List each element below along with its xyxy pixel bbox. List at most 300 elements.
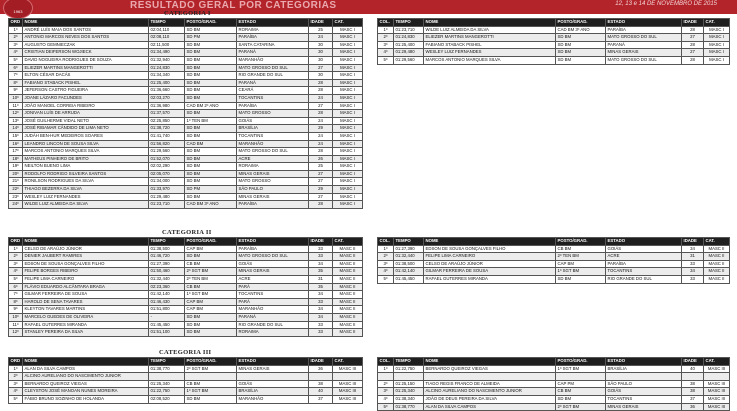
table-cell: RODOLFO RODRIGO SILVEIRA SANTOS (23, 170, 149, 178)
table-cell: 01:24,830 (149, 64, 185, 72)
ranking-table-cat1 (377, 18, 730, 65)
table-cell: SD BM (556, 41, 606, 49)
table-cell: 1º SGT BM (556, 365, 606, 373)
table-row (9, 132, 363, 140)
table-cell: 1º (9, 245, 23, 253)
table-cell: SD BM (185, 193, 237, 201)
table-cell: PARAÍBA (237, 201, 309, 209)
table-cell: SD BM (185, 94, 237, 102)
table-row (378, 260, 730, 268)
table-cell: 01:34,000 (149, 178, 185, 186)
table-cell: JOANE LÁZARO FACUNDES (23, 94, 149, 102)
table-cell: KLEYTON TAVARES MARTINS (23, 306, 149, 314)
table-cell: PARANÁ (237, 313, 309, 321)
table-cell: JOÃO MANOEL CORREIA RIBEIRO (23, 102, 149, 110)
table-cell: 36 (309, 365, 333, 373)
table-cell: 30 (309, 56, 333, 64)
table-row (378, 49, 730, 57)
table-cell: 01:38,500 (394, 260, 424, 268)
table-cell (185, 373, 237, 381)
table-row (9, 306, 363, 314)
table-cell: MASC II (333, 268, 363, 276)
column-header: ORD (9, 358, 23, 366)
column-header: IDADE (309, 358, 333, 366)
table-cell: MASC I (333, 155, 363, 163)
table-cell: 2º (378, 380, 394, 388)
table-cell: 30 (309, 49, 333, 57)
table-cell: MASC II (704, 268, 730, 276)
table-cell: 6º (9, 283, 23, 291)
table-cell: 02:02,290 (149, 163, 185, 171)
column-header: CAT. (704, 358, 730, 366)
table-row (9, 102, 363, 110)
table-row (9, 313, 363, 321)
table-row (9, 283, 363, 291)
table-cell: WILDE LUIZ ALMEIDA DA SILVA (23, 201, 149, 209)
ranking-table-cat3 (377, 357, 730, 411)
table-cell: - (149, 313, 185, 321)
table-cell: 5º (378, 56, 394, 64)
table-cell: 01:34,490 (149, 49, 185, 57)
table-cell: DENIER JAUBERT RAMIRES (23, 253, 149, 261)
table-cell: 33 (682, 260, 704, 268)
table-row (9, 395, 363, 403)
table-cell: BERNARDO QUEIROZ VIEGAS (23, 380, 149, 388)
table-cell: STANLEY PEREIRA DA SILVA (23, 329, 149, 337)
table-cell: 01:42,140 (149, 291, 185, 299)
table-cell: RORAIMA (237, 163, 309, 171)
table-cell: SD BM (556, 395, 606, 403)
table-cell: MASC II (704, 253, 730, 261)
table-cell: 13º (9, 117, 23, 125)
table-cell: 01:22,750 (149, 388, 185, 396)
table-row (9, 26, 363, 34)
table-cell: 2º (9, 373, 23, 381)
table-row (378, 275, 730, 283)
table-cell: ELTON CÉSAR DACÁS (23, 72, 149, 80)
table-cell: MASC I (333, 87, 363, 95)
table-cell: SD BM (185, 155, 237, 163)
table-row (9, 87, 363, 95)
table-cell: FELIPE LIMA CARNEIRO (23, 275, 149, 283)
table-cell: ALCINO AURELIANO DO NASCIMENTO JUNIOR (424, 388, 556, 396)
table-cell: SD BM (185, 313, 237, 321)
column-header: POSTO/GRAD. (185, 358, 237, 366)
table-header-row (378, 358, 730, 366)
table-cell: TOCANTINS (237, 291, 309, 299)
table-cell: 40 (682, 365, 704, 373)
table-cell: MASC III (333, 365, 363, 373)
table-cell: 01:51,100 (149, 329, 185, 337)
table-cell: 01:38,720 (149, 125, 185, 133)
table-cell: ACRE (237, 275, 309, 283)
table-row (378, 373, 730, 381)
table-cell: 01:25,150 (394, 380, 424, 388)
table-row (378, 403, 730, 411)
table-row (9, 193, 363, 201)
table-row (9, 186, 363, 194)
table-cell: MASC III (333, 380, 363, 388)
table-cell: MASC I (333, 34, 363, 42)
table-row (9, 260, 363, 268)
table-cell: 37 (682, 395, 704, 403)
table-cell: 27 (682, 49, 704, 57)
table-cell: WESLEY LUIZ FERNANDES (424, 49, 556, 57)
table-cell: ALAN DA SILVA CAMPOS (23, 365, 149, 373)
table-row (9, 329, 363, 337)
table-cell: JOSÉ GUILHERME VIDAL NETO (23, 117, 149, 125)
header-banner (0, 0, 737, 14)
table-cell: PARANÁ (606, 41, 682, 49)
table-cell: 1º (378, 26, 394, 34)
table-cell: 01:42,140 (394, 268, 424, 276)
table-cell: RONILSON RODRIGUES DA SILVA (23, 178, 149, 186)
table-cell: SD BM (185, 163, 237, 171)
table-cell: 24 (309, 117, 333, 125)
table-cell: RAFAEL GUTERRES MIRANDA (23, 321, 149, 329)
table-cell: 24 (309, 132, 333, 140)
table-cell: CAD BM (185, 140, 237, 148)
category-title-2: CATEGORIA II (162, 229, 212, 236)
table-cell: 3º (9, 41, 23, 49)
table-cell: MASC I (333, 41, 363, 49)
table-cell: FABIANO STABACK PISHEL (23, 79, 149, 87)
table-cell: 4º (378, 395, 394, 403)
table-cell: 01:38,500 (149, 245, 185, 253)
table-cell: BRASÍLIA (606, 365, 682, 373)
table-cell: MASC I (333, 178, 363, 186)
table-cell: 38 (682, 380, 704, 388)
table-row (9, 79, 363, 87)
table-cell: 11º (9, 102, 23, 110)
table-cell: 28 (309, 148, 333, 156)
table-cell: CLEYSTON JOSÉ MANOAN NUNES MOREIRA (23, 388, 149, 396)
table-cell: 14º (9, 125, 23, 133)
table-cell: 28 (682, 26, 704, 34)
table-cell: MASC I (333, 140, 363, 148)
table-cell: RIO GRANDE DO SUL (237, 321, 309, 329)
table-row (9, 201, 363, 209)
table-cell: 01:32,440 (394, 253, 424, 261)
table-cell: 01:22,750 (394, 365, 424, 373)
table-cell: 21º (9, 178, 23, 186)
table-cell: 2º (9, 253, 23, 261)
table-cell: 16º (9, 140, 23, 148)
table-cell: MASC III (333, 395, 363, 403)
table-cell: GOIÁS (606, 245, 682, 253)
table-cell: 01:33,970 (149, 186, 185, 194)
table-cell: 01:27,390 (394, 245, 424, 253)
column-header: CAT. (333, 358, 363, 366)
table-cell: 24 (309, 94, 333, 102)
emblem-year: 1963 (13, 9, 23, 14)
table-cell: 35 (309, 268, 333, 276)
table-cell: 2º SGT BM (185, 365, 237, 373)
table-cell: 01:29,560 (149, 148, 185, 156)
table-cell: 2º SGT BM (556, 403, 606, 411)
table-cell: 02:11,500 (149, 41, 185, 49)
table-cell: CB BM (185, 380, 237, 388)
table-row (9, 170, 363, 178)
table-cell: SD BM (185, 56, 237, 64)
table-cell: 02:08,520 (149, 395, 185, 403)
table-cell: 01:32,440 (149, 275, 185, 283)
table-row (378, 388, 730, 396)
column-header: ESTADO (606, 358, 682, 366)
table-cell: 29 (309, 186, 333, 194)
table-cell: 28 (309, 201, 333, 209)
column-header: IDADE (682, 238, 704, 246)
table-cell: MASC II (333, 245, 363, 253)
table-cell: 1º SGT BM (185, 291, 237, 299)
table-cell: 02:03,270 (149, 94, 185, 102)
table-cell (556, 373, 606, 381)
table-cell: SD BM (556, 34, 606, 42)
table-cell: MASC I (333, 94, 363, 102)
table-cell: 1º SGT BM (556, 268, 606, 276)
table-cell: MARCOS ANTONIO MARQUES SILVA (424, 56, 556, 64)
table-cell: 01:38,770 (394, 403, 424, 411)
table-cell: 01:38,770 (149, 365, 185, 373)
column-header: NOME (23, 358, 149, 366)
column-header: ESTADO (606, 238, 682, 246)
table-cell: 24 (309, 140, 333, 148)
table-cell: GILMAR FERREIRA DE SOUSA (23, 291, 149, 299)
table-cell: FABIANO STABACK PISHEL (424, 41, 556, 49)
column-header: COL. (378, 19, 394, 27)
table-cell: 01:45,450 (149, 321, 185, 329)
table-cell: MINAS GERAIS (606, 49, 682, 57)
column-header: TEMPO (394, 19, 424, 27)
column-header: NOME (424, 358, 556, 366)
column-header: COL. (378, 238, 394, 246)
table-cell: MINAS GERAIS (606, 403, 682, 411)
table-cell: WILDE LUIZ ALMEIDA DA SILVA (424, 26, 556, 34)
table-cell: 6º (9, 64, 23, 72)
table-row (9, 148, 363, 156)
table-row (378, 253, 730, 261)
table-cell: RIO GRANDE DO SUL (606, 275, 682, 283)
table-row (9, 291, 363, 299)
table-cell: MINAS GERAIS (237, 365, 309, 373)
table-cell: MASC I (333, 117, 363, 125)
table-row (9, 365, 363, 373)
table-row (9, 245, 363, 253)
table-cell: 01:45,450 (394, 275, 424, 283)
table-cell: 1º (378, 245, 394, 253)
table-cell: MASC I (704, 56, 730, 64)
table-cell: 19º (9, 163, 23, 171)
table-cell: GOIÁS (606, 388, 682, 396)
table-cell: 01:46,720 (149, 253, 185, 261)
table-cell: 01:51,800 (149, 306, 185, 314)
table-cell: 33 (309, 321, 333, 329)
table-cell: 01:50,460 (149, 268, 185, 276)
table-row (378, 26, 730, 34)
column-header: IDADE (309, 19, 333, 27)
table-cell: 01:36,980 (149, 102, 185, 110)
table-cell: MASC I (333, 102, 363, 110)
table-cell: 1º TEN BM (185, 117, 237, 125)
table-cell: MASC I (333, 125, 363, 133)
table-cell: 11º (9, 321, 23, 329)
table-cell: MASC I (333, 79, 363, 87)
table-cell: 31 (309, 275, 333, 283)
table-cell: 02:04,110 (149, 26, 185, 34)
table-cell: 34 (309, 260, 333, 268)
table-cell: MASC II (333, 275, 363, 283)
table-cell: MASC I (704, 41, 730, 49)
table-cell: 28 (682, 41, 704, 49)
table-cell: GOIÁS (237, 380, 309, 388)
table-cell: 15º (9, 132, 23, 140)
table-cell: SÃO PAULO (237, 186, 309, 194)
table-cell: CELSO DE ARAÚJO JÚNIOR (23, 245, 149, 253)
table-cell: 33 (309, 298, 333, 306)
table-cell: 2º TEN BM (185, 275, 237, 283)
table-row (9, 94, 363, 102)
column-header: ORD (9, 19, 23, 27)
column-header: ESTADO (237, 358, 309, 366)
table-cell: CB BM (556, 245, 606, 253)
column-header: TEMPO (394, 238, 424, 246)
table-cell: MASC I (333, 72, 363, 80)
table-cell: GILMAR FERREIRA DE SOUSA (424, 268, 556, 276)
table-row (378, 365, 730, 373)
table-cell: 9º (9, 87, 23, 95)
table-cell: CAP BM (556, 260, 606, 268)
table-cell: SD BM (185, 170, 237, 178)
table-cell: MASC III (704, 388, 730, 396)
table-cell (704, 373, 730, 381)
table-cell: MASC I (704, 34, 730, 42)
table-cell: 31 (682, 253, 704, 261)
table-cell: MASC II (333, 253, 363, 261)
column-header: ESTADO (237, 19, 309, 27)
table-cell: 01:25,340 (149, 380, 185, 388)
table-cell: 3º (378, 41, 394, 49)
table-cell: 28 (309, 79, 333, 87)
table-cell: 36 (682, 403, 704, 411)
table-cell: ALAN DA SILVA CAMPOS (424, 403, 556, 411)
table-cell: 8º (9, 79, 23, 87)
table-cell: SD BM (556, 275, 606, 283)
table-cell: MARCOS ANTONIO MARQUES SILVA (23, 148, 149, 156)
table-cell: JEFERSON CASTRO FIGUEIRA (23, 87, 149, 95)
table-cell: 01:29,560 (394, 56, 424, 64)
table-cell: 02:25,850 (149, 117, 185, 125)
table-cell: 37 (309, 395, 333, 403)
table-cell: TOCANTINS (606, 395, 682, 403)
table-cell: MASC III (704, 365, 730, 373)
table-cell: MASC I (704, 49, 730, 57)
table-cell: 38 (309, 380, 333, 388)
column-header: TEMPO (394, 358, 424, 366)
table-cell: MASC I (333, 201, 363, 209)
table-cell: 35 (309, 283, 333, 291)
results-table-cat2 (8, 237, 363, 337)
table-cell: EDSON DE SOUSA GONÇALVES FILHO (424, 245, 556, 253)
table-cell: CAD BM 3º ANO (185, 201, 237, 209)
table-cell: 22º (9, 186, 23, 194)
column-header: NOME (424, 19, 556, 27)
table-cell: MASC III (704, 403, 730, 411)
table-cell: MARANHÃO (237, 140, 309, 148)
table-row (9, 268, 363, 276)
table-cell: SD BM (185, 87, 237, 95)
column-header: NOME (23, 19, 149, 27)
table-cell: TOCANTINS (237, 132, 309, 140)
table-row (9, 110, 363, 118)
column-header: IDADE (682, 19, 704, 27)
table-cell: MARANHÃO (237, 56, 309, 64)
table-row (9, 41, 363, 49)
table-cell: MINAS GERAIS (237, 170, 309, 178)
table-row (378, 56, 730, 64)
table-cell: ALCINO AURELIANO DO NASCIMENTO JUNIOR (23, 373, 149, 381)
column-header: TEMPO (149, 238, 185, 246)
table-cell: 5º (9, 275, 23, 283)
table-cell: 33 (309, 245, 333, 253)
table-cell: CB BM (185, 260, 237, 268)
table-cell: HAROLD DE SENA TAVARES (23, 298, 149, 306)
table-row (9, 373, 363, 381)
table-cell: ACRE (606, 253, 682, 261)
column-header: CAT. (333, 19, 363, 27)
table-row (9, 163, 363, 171)
table-cell: 5º (378, 403, 394, 411)
table-cell: 01:34,340 (149, 72, 185, 80)
table-cell (606, 373, 682, 381)
table-cell: FELIPE BORGES RIBEIRO (23, 268, 149, 276)
table-cell: 33 (309, 329, 333, 337)
table-row (9, 117, 363, 125)
table-cell: CB BM (556, 388, 606, 396)
table-cell: 5º (9, 56, 23, 64)
table-cell: 12º (9, 329, 23, 337)
table-cell: 3º (9, 380, 23, 388)
table-cell: 27 (309, 64, 333, 72)
table-cell: 01:36,660 (149, 87, 185, 95)
table-cell: 01:29,480 (394, 49, 424, 57)
table-cell: SÃO PAULO (606, 380, 682, 388)
table-row (9, 155, 363, 163)
table-cell: 30 (309, 41, 333, 49)
table-header-row (378, 19, 730, 27)
table-cell: ACRE (237, 155, 309, 163)
table-header-row (9, 238, 363, 246)
column-header: CAT. (704, 19, 730, 27)
table-cell: 4º (378, 268, 394, 276)
table-cell: MASC I (333, 64, 363, 72)
table-cell: 27 (309, 170, 333, 178)
table-cell: MASC II (333, 329, 363, 337)
table-cell: 01:24,830 (394, 34, 424, 42)
table-cell: MASC I (333, 26, 363, 34)
table-cell: CAP BM (185, 298, 237, 306)
table-cell: BERNARDO QUEIROZ VIEGAS (424, 365, 556, 373)
table-cell: RORAIMA (237, 26, 309, 34)
column-header: ESTADO (237, 238, 309, 246)
table-cell: PARAÍBA (606, 26, 682, 34)
table-cell: MASC II (333, 313, 363, 321)
table-cell: NEILTON BUENO LIMA (23, 163, 149, 171)
table-cell: 3º (378, 260, 394, 268)
table-row (9, 298, 363, 306)
column-header: TEMPO (149, 358, 185, 366)
table-cell: 18º (9, 155, 23, 163)
table-cell: SD BM (185, 49, 237, 57)
